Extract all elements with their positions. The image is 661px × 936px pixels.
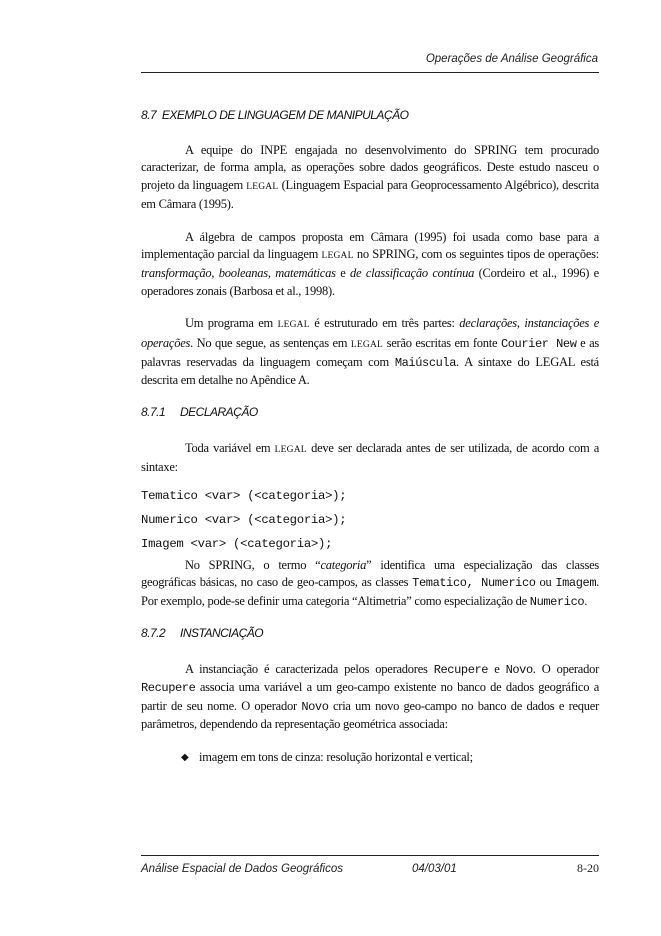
- subsection-heading-declaracao: [141, 405, 599, 419]
- section-heading: [141, 108, 599, 122]
- subsection-title: INSTANCIAÇÃO: [180, 625, 264, 640]
- diamond-bullet-icon: ◆: [181, 751, 189, 763]
- page-number: 8-20: [577, 861, 599, 875]
- list-item: ◆ imagem em tons de cinza: resolução horizontal e vertical;: [181, 749, 473, 764]
- footer-date: 04/03/01: [412, 863, 457, 875]
- header-rule: [141, 72, 599, 73]
- section-title: EXEMPLO DE LINGUAGEM DE MANIPULAÇÃO: [161, 108, 409, 122]
- subsection-number: 8.7.1: [141, 404, 166, 419]
- code-line: Tematico <var> (<categoria>);: [141, 488, 347, 503]
- footer-title: Análise Espacial de Dados Geográficos: [141, 863, 344, 875]
- page-content: [141, 108, 599, 766]
- section-paragraph-3: Um programa em LEGAL é estruturado em três partes: declarações, instanciações e operações. No que segue, as sentenças em LEGAL serão escritas em fonte Courier New e as palavras reservadas da linguagem começam com Maiúscula. A sintaxe do LEGAL está descrita em detalhe no Apêndice A.: [141, 316, 600, 388]
- declaracao-paragraph-2: No SPRING, o termo “categoria” identifica uma especialização das classes geográficas básicas, no caso de geo-campos, as classes Tematico, Numerico ou Imagem. Por exemplo, pode-se definir uma categoria “Altimetria” como especialização de Numerico.: [141, 557, 600, 609]
- subsection-heading-instanciacao: [141, 626, 599, 640]
- code-line: Numerico <var> (<categoria>);: [141, 512, 347, 527]
- instanciacao-paragraph-1: A instanciação é caracterizada pelos operadores Recupere e Novo. O operador Recupere associa uma variável a um geo-campo existente no banco de dados geográfico a partir de seu nome. O operador Novo cria um novo geo-campo no banco de dados e requer parâmetros, dependendo da representação geométrica associada:: [141, 661, 600, 732]
- bullet-list: [141, 749, 599, 766]
- section-paragraph-1: A equipe do INPE engajada no desenvolvimento do SPRING tem procurado caracterizar, de forma ampla, as operações sobre dados geográficos. Deste estudo nasceu o projeto da linguagem LEGAL (Linguagem Espacial para Geoprocessamento Algébrico), descrita em Câmara (1995).: [141, 143, 599, 212]
- section-number: 8.7: [141, 108, 157, 122]
- section-paragraph-2: A álgebra de campos proposta em Câmara (1995) foi usada como base para a implementação parcial da linguagem LEGAL no SPRING, com os seguintes tipos de operações: transformação, booleanas, matemáticas e de classificação contínua (Cordeiro et al., 1996) e operadores zonais (Barbosa et al., 1998).: [141, 229, 599, 298]
- subsection-number: 8.7.2: [141, 625, 166, 640]
- subsection-title: DECLARAÇÃO: [180, 404, 258, 419]
- footer-rule: [141, 855, 599, 856]
- declaracao-paragraph-1: Toda variável em LEGAL deve ser declarada antes de ser utilizada, de acordo com a sintaxe:: [141, 440, 599, 475]
- code-line: Imagem <var> (<categoria>);: [141, 536, 333, 551]
- running-header: Operações de Análise Geográfica: [425, 53, 598, 65]
